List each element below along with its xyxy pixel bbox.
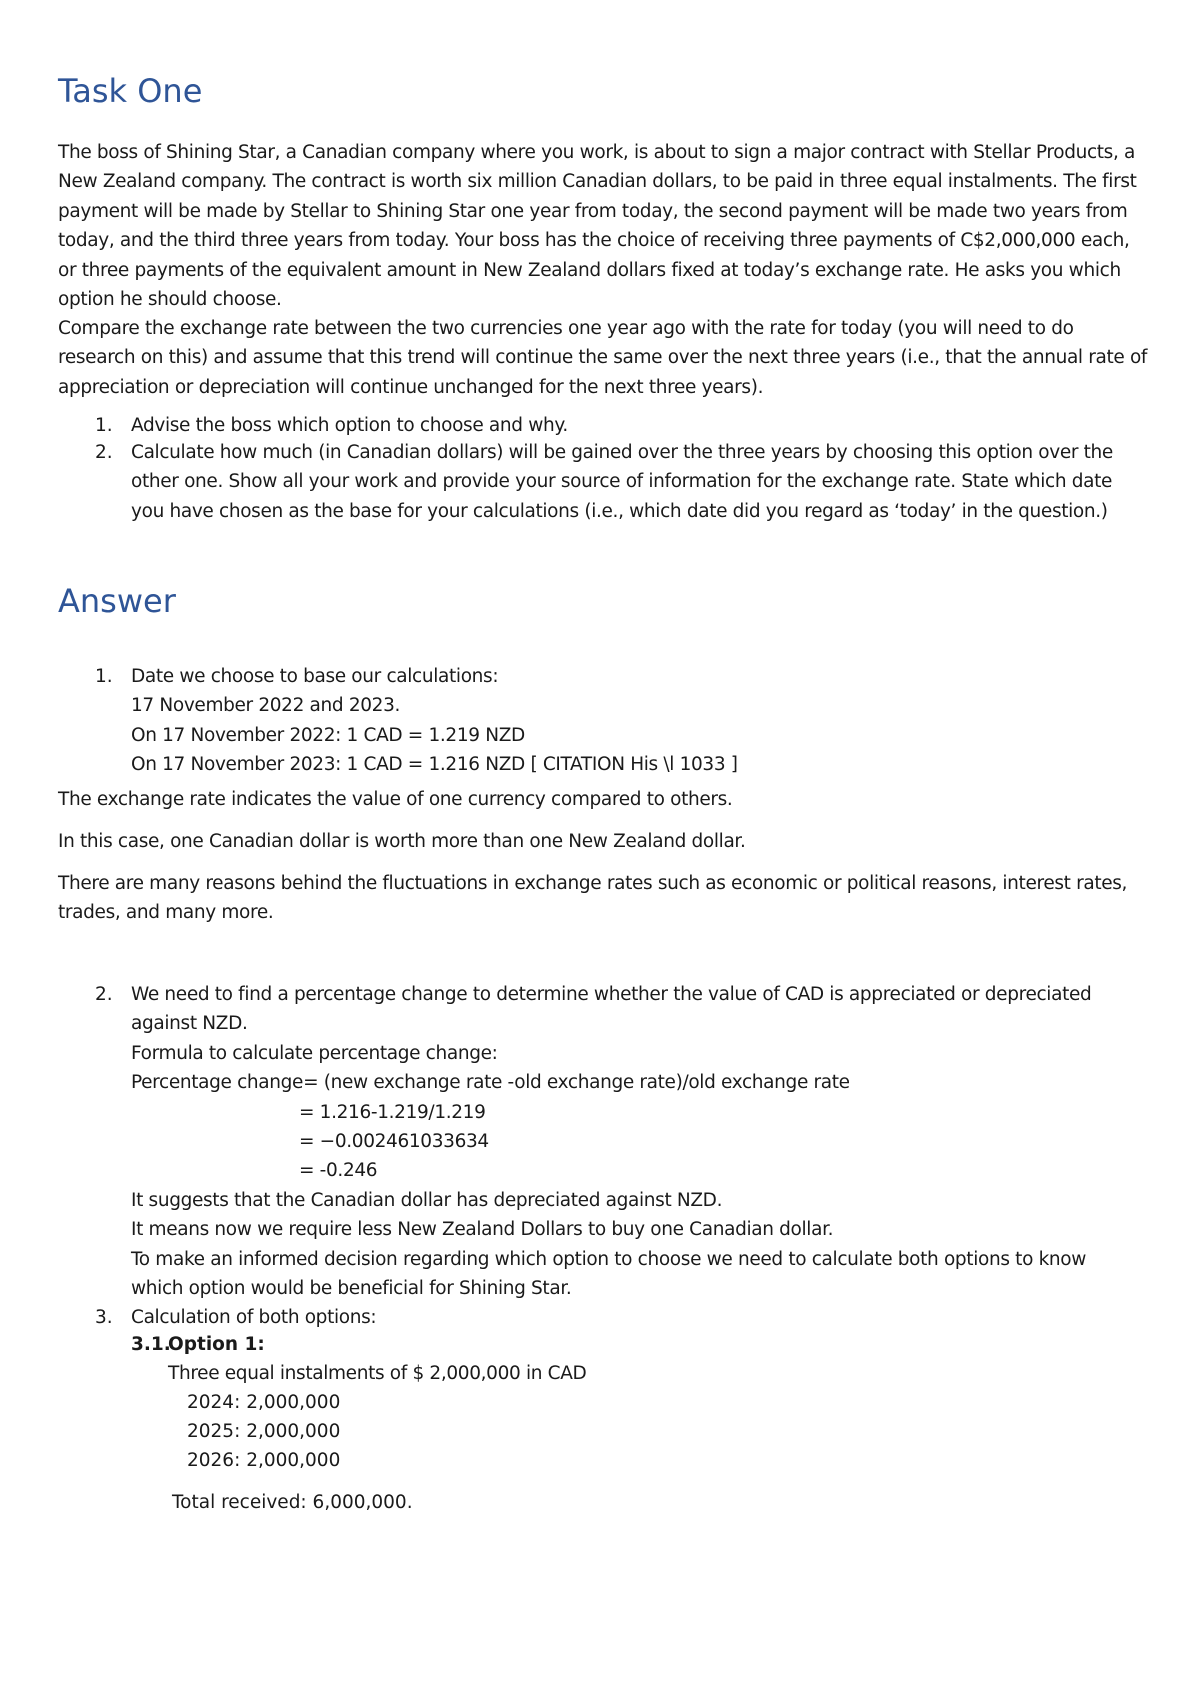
option-1-title: Option 1: xyxy=(168,1334,265,1355)
task-heading: Task One xyxy=(58,72,203,110)
base-date-label: Date we choose to base our calculations: xyxy=(131,666,499,687)
formula: Percentage change= (new exchange rate -old exchange rate)/old exchange rate xyxy=(131,1072,850,1094)
formula-step-1: = 1.216-1.219/1.219 xyxy=(299,1101,486,1123)
question-1-number: 1. xyxy=(95,415,113,436)
option-1-description: Three equal instalments of $ 2,000,000 in CAD xyxy=(168,1363,587,1384)
question-1-text: Advise the boss which option to choose and why. xyxy=(131,415,568,436)
reasons-paragraph: There are many reasons behind the fluctuations in exchange rates such as economic or political reasons, interest rates, trades, and many more. xyxy=(58,873,1128,924)
depreciation-statement: It suggests that the Canadian dollar has depreciated against NZD. xyxy=(131,1189,723,1211)
answer-item-1-body xyxy=(131,662,1141,780)
question-2-number: 2. xyxy=(95,442,113,463)
formula-step-2: = −0.002461033634 xyxy=(299,1131,489,1153)
answer-item-2-number: 2. xyxy=(95,984,113,1005)
options-label: Calculation of both options: xyxy=(131,1307,377,1328)
instalment-2026: 2026: 2,000,000 xyxy=(187,1450,341,1471)
percentage-change-intro: We need to find a percentage change to determine whether the value of CAD is appreciated or depreciated against NZD. xyxy=(131,984,1092,1035)
answer-item-3-number: 3. xyxy=(95,1307,113,1328)
base-dates: 17 November 2022 and 2023. xyxy=(131,695,401,717)
nzd-requirement-statement: It means now we require less New Zealand Dollars to buy one Canadian dollar. xyxy=(131,1219,834,1241)
case-paragraph: In this case, one Canadian dollar is worth more than one New Zealand dollar. xyxy=(58,831,746,852)
answer-item-2-body xyxy=(131,980,1141,1303)
answer-item-1-number: 1. xyxy=(95,666,113,687)
exchange-rate-paragraph: The exchange rate indicates the value of one currency compared to others. xyxy=(58,789,733,810)
question-2-text: Calculate how much (in Canadian dollars) will be gained over the three years by choosing this option over the other one. Show all your work and provide your source of information for the exchange rate. State which date you have chosen as the base for your calculations (i.e., which date did you regard as ‘today’ in the question.) xyxy=(131,442,1113,522)
instalment-2024: 2024: 2,000,000 xyxy=(187,1392,341,1413)
task-compare-paragraph: Compare the exchange rate between the two currencies one year ago with the rate for today (you will need to do research on this) and assume that this trend will continue the same over the next three years (i.e., that the annual rate of appreciation or depreciation will continue unchanged for the next three years). xyxy=(58,318,1148,398)
task-intro-paragraph: The boss of Shining Star, a Canadian company where you work, is about to sign a major contract with Stellar Products, a New Zealand company. The contract is worth six million Canadian dollars, to be paid in three equal instalments. The first payment will be made by Stellar to Shining Star one year from today, the second payment will be made two years from today, and the third three years from today. Your boss has the choice of receiving three payments of C$2,000,000 each, or three payments of the equivalent amount in New Zealand dollars fixed at today’s exchange rate. He asks you which option he should choose. xyxy=(58,142,1137,311)
instalment-2025: 2025: 2,000,000 xyxy=(187,1421,341,1442)
formula-step-3: = -0.246 xyxy=(299,1160,378,1182)
formula-label: Formula to calculate percentage change: xyxy=(131,1042,498,1064)
option-1-total: Total received: 6,000,000. xyxy=(172,1492,413,1513)
decision-statement: To make an informed decision regarding which option to choose we need to calculate both options to know which option would be beneficial for Shining Star. xyxy=(131,1248,1087,1300)
rate-2022: On 17 November 2022: 1 CAD = 1.219 NZD xyxy=(131,724,525,746)
rate-2023: On 17 November 2023: 1 CAD = 1.216 NZD [ CITATION His \l 1033 ] xyxy=(131,754,738,776)
answer-heading: Answer xyxy=(58,582,176,620)
option-1-number: 3.1. xyxy=(131,1334,171,1355)
